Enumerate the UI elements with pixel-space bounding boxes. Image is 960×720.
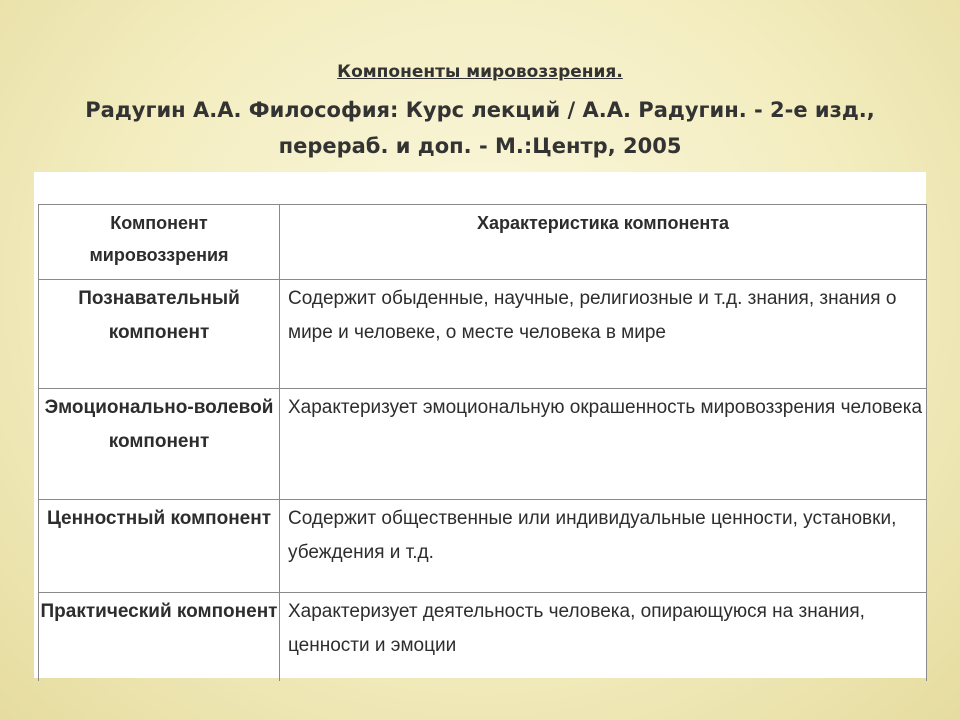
table-row [39, 389, 927, 500]
component-cell: Эмоционально-волевой компонент [39, 389, 280, 500]
description-cell: Содержит общественные или индивидуальные ценности, установки, убеждения и т.д. [280, 500, 927, 593]
table-row [39, 280, 927, 389]
source-line-1: Радугин А.А. Философия: Курс лекций / А.А. Радугин. - 2-е изд., [85, 98, 875, 122]
table-row [39, 500, 927, 593]
component-cell: Познавательный компонент [39, 280, 280, 389]
components-table [38, 204, 927, 681]
description-cell: Характеризует деятельность человека, опирающуюся на знания, ценности и эмоции [280, 593, 927, 682]
heading: Компоненты мировоззрения. [337, 62, 623, 82]
column-header-component: Компонент мировоззрения [39, 205, 280, 280]
component-cell: Практический компонент [39, 593, 280, 682]
source-line-2: перераб. и доп. - М.:Центр, 2005 [278, 134, 682, 158]
column-header-characteristic: Характеристика компонента [280, 205, 927, 280]
component-cell: Ценностный компонент [39, 500, 280, 593]
slide-title [0, 60, 960, 164]
table-header-row [39, 205, 927, 280]
description-cell: Содержит обыденные, научные, религиозные и т.д. знания, знания о мире и человеке, о месте человека в мире [280, 280, 927, 389]
table-row [39, 593, 927, 682]
description-cell: Характеризует эмоциональную окрашенность мировоззрения человека [280, 389, 927, 500]
